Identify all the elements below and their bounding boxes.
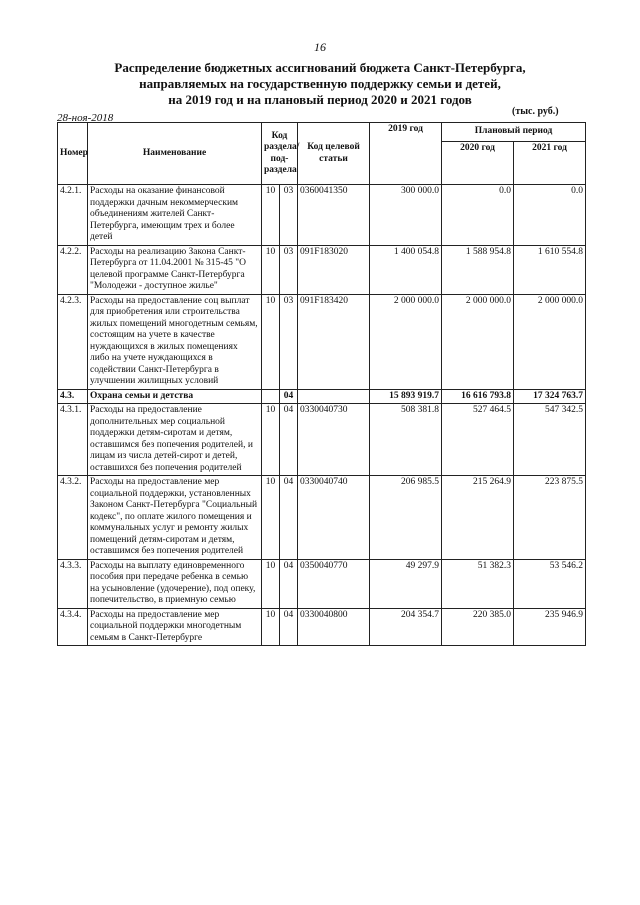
header-section: Код раздела/ под- раздела (262, 123, 298, 185)
row-subsection: 04 (280, 476, 298, 560)
row-target-code: 0350040770 (298, 559, 370, 608)
row-number: 4.3.3. (58, 559, 88, 608)
budget-table (57, 122, 586, 646)
table-row (58, 185, 586, 246)
header-2020: 2020 год (442, 142, 514, 185)
row-subsection: 04 (280, 404, 298, 476)
table-row (58, 559, 586, 608)
row-section: 10 (262, 476, 280, 560)
table-row (58, 294, 586, 389)
row-value-2019: 206 985.5 (370, 476, 442, 560)
row-value-2020: 220 385.0 (442, 608, 514, 646)
row-value-2021: 235 946.9 (514, 608, 586, 646)
row-name: Расходы на предоставление соц выплат для приобретения или строительства жилых помещений многодетным семьям, состоящим на учете в качестве нуждающихся в жилых помещениях либо на учете нуждающихся в содействии Санкт-Петербурга в улучшении жилищных условий (88, 294, 262, 389)
header-planned: Плановый период (442, 123, 586, 142)
header-number: Номер (58, 123, 88, 185)
row-subsection: 04 (280, 559, 298, 608)
row-name: Охрана семьи и детства (88, 389, 262, 404)
unit-label: (тыс. руб.) (512, 106, 559, 117)
row-value-2021: 53 546.2 (514, 559, 586, 608)
row-value-2019: 300 000.0 (370, 185, 442, 246)
header-2021: 2021 год (514, 142, 586, 185)
row-section: 10 (262, 185, 280, 246)
title-line-3: на 2019 год и на плановый период 2020 и 2021 годов (168, 92, 472, 107)
row-value-2019: 204 354.7 (370, 608, 442, 646)
table-row (58, 476, 586, 560)
row-target-code: 091F183420 (298, 294, 370, 389)
row-value-2019: 508 381.8 (370, 404, 442, 476)
row-name: Расходы на оказание финансовой поддержки дачным некоммерческим объединениям жителей Санкт-Петербурга, имеющим трех и более детей (88, 185, 262, 246)
row-value-2020: 2 000 000.0 (442, 294, 514, 389)
row-number: 4.3.4. (58, 608, 88, 646)
header-name: Наименование (88, 123, 262, 185)
row-target-code: 0360041350 (298, 185, 370, 246)
row-value-2021: 547 342.5 (514, 404, 586, 476)
table-row (58, 608, 586, 646)
row-number: 4.3.1. (58, 404, 88, 476)
page-number: 16 (314, 40, 326, 54)
row-value-2021: 17 324 763.7 (514, 389, 586, 404)
row-name: Расходы на предоставление мер социальной поддержки, установленных Законом Санкт-Петербурга "Социальный кодекс", по оплате жилого помещения и коммунальных услуг и ремонту жилых помещений детям-сиротам и детям, оставшимся без попечения родителей (88, 476, 262, 560)
row-number: 4.2.1. (58, 185, 88, 246)
header-2019: 2019 год (370, 123, 442, 185)
row-subsection: 04 (280, 389, 298, 404)
document-date: 28-ноя-2018 (57, 112, 114, 124)
row-value-2021: 223 875.5 (514, 476, 586, 560)
row-value-2019: 2 000 000.0 (370, 294, 442, 389)
row-value-2020: 527 464.5 (442, 404, 514, 476)
row-value-2019: 1 400 054.8 (370, 245, 442, 294)
row-section (262, 389, 280, 404)
row-value-2020: 16 616 793.8 (442, 389, 514, 404)
row-target-code (298, 389, 370, 404)
row-name: Расходы на предоставление мер социальной поддержки многодетным семьям в Санкт-Петербурге (88, 608, 262, 646)
row-value-2019: 49 297.9 (370, 559, 442, 608)
title-line-2: направляемых на государственную поддержку семьи и детей, (139, 76, 501, 91)
row-value-2020: 51 382.3 (442, 559, 514, 608)
row-section: 10 (262, 245, 280, 294)
row-subsection: 03 (280, 294, 298, 389)
row-number: 4.3.2. (58, 476, 88, 560)
row-value-2020: 0.0 (442, 185, 514, 246)
row-subsection: 03 (280, 245, 298, 294)
row-section: 10 (262, 294, 280, 389)
row-value-2020: 215 264.9 (442, 476, 514, 560)
row-value-2019: 15 893 919.7 (370, 389, 442, 404)
document-title (80, 60, 560, 108)
row-subsection: 03 (280, 185, 298, 246)
row-target-code: 091F183020 (298, 245, 370, 294)
row-value-2020: 1 588 954.8 (442, 245, 514, 294)
row-target-code: 0330040730 (298, 404, 370, 476)
row-name: Расходы на выплату единовременного пособия при передаче ребенка в семью на усыновление (удочерение), под опеку, попечительство, в приемную семью (88, 559, 262, 608)
table-row (58, 389, 586, 404)
row-value-2021: 0.0 (514, 185, 586, 246)
row-target-code: 0330040800 (298, 608, 370, 646)
row-section: 10 (262, 404, 280, 476)
table-body (58, 185, 586, 646)
title-line-1: Распределение бюджетных ассигнований бюджета Санкт-Петербурга, (114, 60, 526, 75)
row-section: 10 (262, 608, 280, 646)
row-name: Расходы на предоставление дополнительных мер социальной поддержки детям-сиротам и детям, оставшимся без попечения родителей, и лицам из числа детей-сирот и детей, оставшихся без попечения родителей (88, 404, 262, 476)
table-row (58, 245, 586, 294)
header-target: Код целевой статьи (298, 123, 370, 185)
row-value-2021: 1 610 554.8 (514, 245, 586, 294)
row-number: 4.2.2. (58, 245, 88, 294)
row-number: 4.2.3. (58, 294, 88, 389)
row-value-2021: 2 000 000.0 (514, 294, 586, 389)
row-section: 10 (262, 559, 280, 608)
row-subsection: 04 (280, 608, 298, 646)
row-target-code: 0330040740 (298, 476, 370, 560)
table-row (58, 404, 586, 476)
row-name: Расходы на реализацию Закона Санкт-Петербурга от 11.04.2001 № 315-45 "О целевой программе Санкт-Петербурга "Молодежи - доступное жилье" (88, 245, 262, 294)
row-number: 4.3. (58, 389, 88, 404)
